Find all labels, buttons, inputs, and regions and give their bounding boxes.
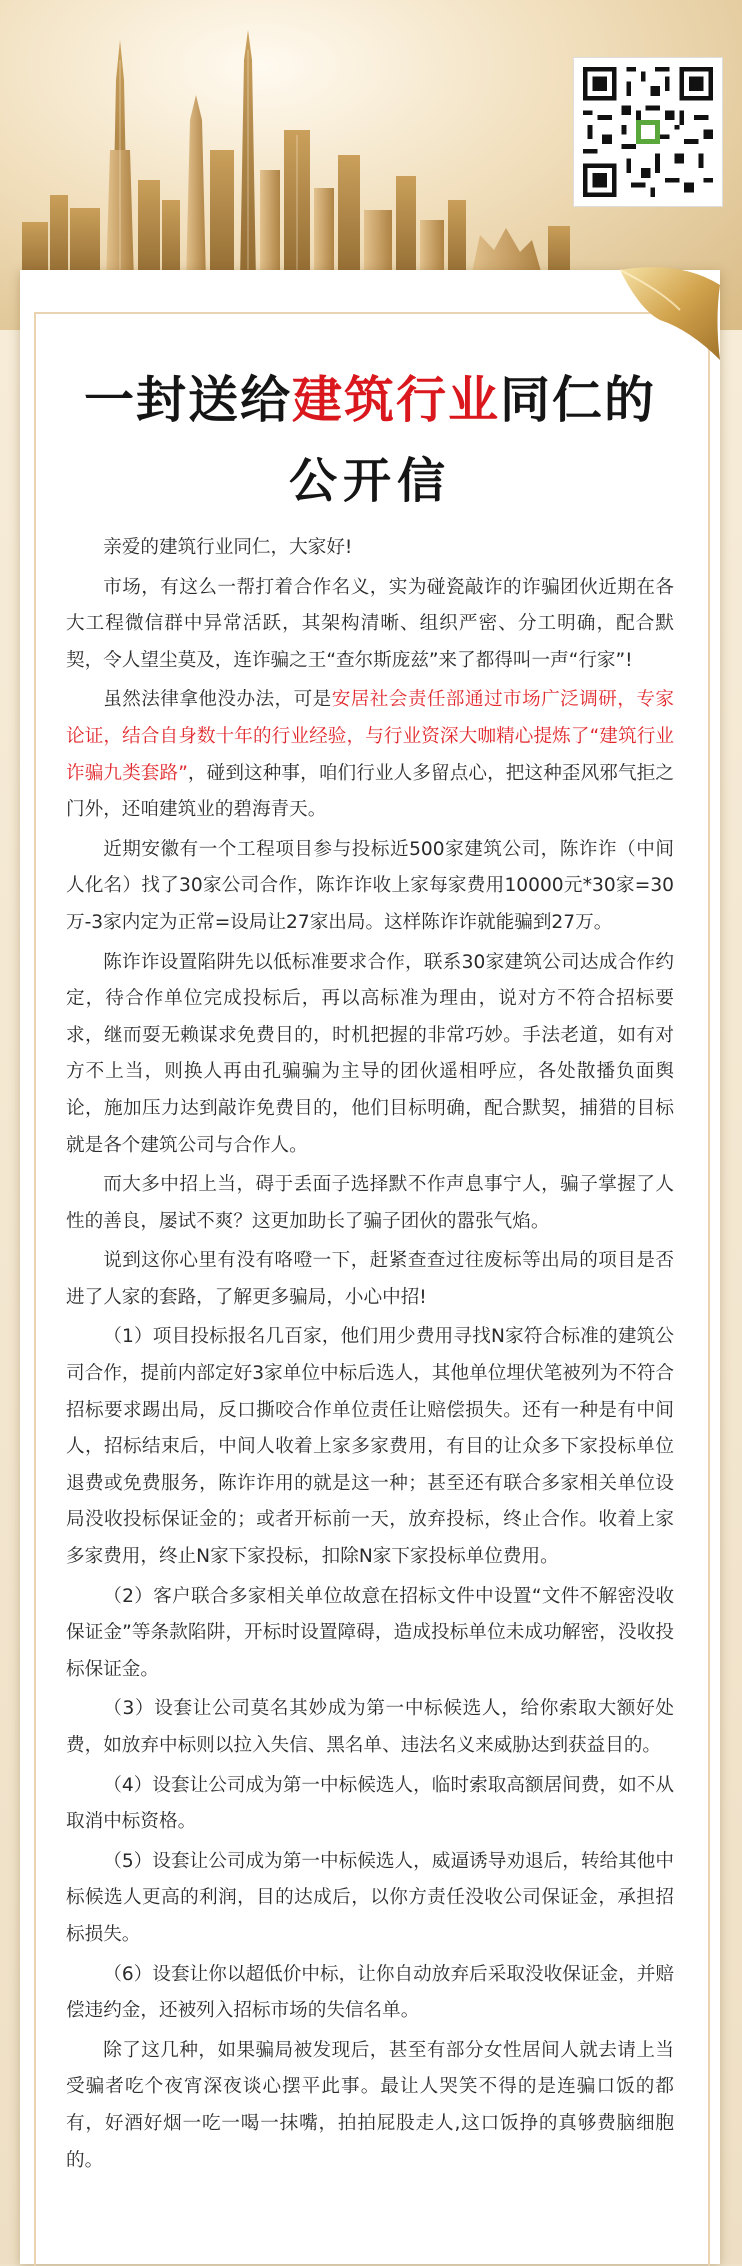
paragraph-9: （3）设套让公司莫名其妙成为第一中标候选人，给你索取大额好处费，如放弃中标则以拉入失信、黑名单、违法名义来威胁达到获益目的。 — [66, 1698, 674, 1756]
paragraph-4: 陈诈诈设置陷阱先以低标准要求合作，联系30家建筑公司达成合作约定，待合作单位完成投标后，再以高标准为理由，说对方不符合招标要求，继而耍无赖谋求免费目的，时机把握的非常巧妙。手法老道，如有对方不上当，则换人再由孔骗骗为主导的团伙遥相呼应，各处散播负面舆论，施加压力达到敲诈免费目的，他们目标明确，配合默契，捕猎的目标就是各个建筑公司与合作人。 — [66, 951, 674, 1156]
letter-title — [40, 370, 700, 516]
paragraph-7: （1）项目投标报名几百家，他们用少费用寻找N家符合标准的建筑公司合作，提前内部定好3家单位中标后选人，其他单位埋伏笔被列为不符合招标要求踢出局，反口撕咬合作单位责任让赔偿损失。还有一种是有中间人，招标结束后，中间人收着上家多家费用，有目的让众多下家投标单位退费或免费服务，陈诈诈用的就是这一种；甚至还有联合多家相关单位设局没收投标保证金的；或者开标前一天，放弃投标，终止合作。收着上家多家费用，终止N家下家投标，扣除N家下家投标单位费用。 — [66, 1326, 674, 1568]
paragraph-1: 市场，有这么一帮打着合作名义，实为碰瓷敲诈的诈骗团伙近期在各大工程微信群中异常活跃，其架构清晰、组织严密、分工明确，配合默契，令人望尘莫及，连诈骗之王“查尔斯庞兹”来了都得叫一声“行家”! — [66, 576, 674, 671]
title-line-1 — [40, 370, 700, 430]
paragraph-2-highlight: 安居社会责任部通过市场广泛调研，专家论证，结合自身数十年的行业经验，与行业资深大咖精心提炼了“建筑行业诈骗九类套路” — [66, 689, 674, 784]
title-highlight: 建筑行业 — [292, 370, 500, 429]
paragraph-3: 近期安徽有一个工程项目参与投标近500家建筑公司，陈诈诈（中间人化名）找了30家公司合作，陈诈诈收上家每家费用10000元*30家=30万-3家内定为正常=设局让27家出局。这样陈诈诈就能骗到27万。 — [66, 838, 674, 933]
title-prefix: 一封送给 — [84, 370, 292, 429]
paragraph-2 — [66, 682, 674, 828]
paragraph-12: （6）设套让你以超低价中标，让你自动放弃后采取没收保证金，并赔偿违约金，还被列入招标市场的失信名单。 — [66, 1963, 674, 2022]
page-curl-decoration — [620, 250, 730, 360]
qr-code — [574, 58, 722, 206]
paragraph-13: 除了这几种，如果骗局被发现后，甚至有部分女性居间人就去请上当受骗者吃个夜宵深夜谈心摆平此事。最让人哭笑不得的是连骗口饭的都有，好酒好烟一吃一喝一抹嘴，拍拍屁股走人,这口饭挣的真够费脑细胞的。 — [66, 2039, 674, 2171]
paragraph-10: （4）设套让公司成为第一中标候选人，临时索取高额居间费，如不从取消中标资格。 — [66, 1774, 674, 1833]
paragraph-6: 说到这你心里有没有咯噔一下，赶紧查查过往废标等出局的项目是否进了人家的套路，了解更多骗局，小心中招! — [66, 1250, 674, 1308]
paragraph-2-end: ，碰到这种事，咱们行业人多留点心，把这种歪风邪气拒之门外，还咱建筑业的碧海青天。 — [66, 762, 674, 821]
paragraph-11: （5）设套让公司成为第一中标候选人，威逼诱导劝退后，转给其他中标候选人更高的利润，目的达成后，以你方责任没收公司保证金，承担招标损失。 — [66, 1850, 674, 1945]
letter-body — [66, 530, 674, 2182]
title-suffix: 同仁的 — [500, 370, 656, 429]
qr-code-icon — [578, 62, 718, 202]
greeting: 亲爱的建筑行业同仁，大家好! — [103, 537, 353, 558]
title-line-2: 公开信 — [288, 453, 451, 509]
paragraph-2-start: 虽然法律拿他没办法，可是 — [103, 689, 332, 711]
paragraph-5: 而大多中招上当，碍于丢面子选择默不作声息事宁人，骗子掌握了人性的善良，屡试不爽？这更加助长了骗子团伙的嚣张气焰。 — [66, 1174, 674, 1232]
paragraph-8: （2）客户联合多家相关单位故意在招标文件中设置“文件不解密没收保证金”等条款陷阱，开标时设置障碍，造成投标单位未成功解密，没收投标保证金。 — [66, 1585, 674, 1680]
